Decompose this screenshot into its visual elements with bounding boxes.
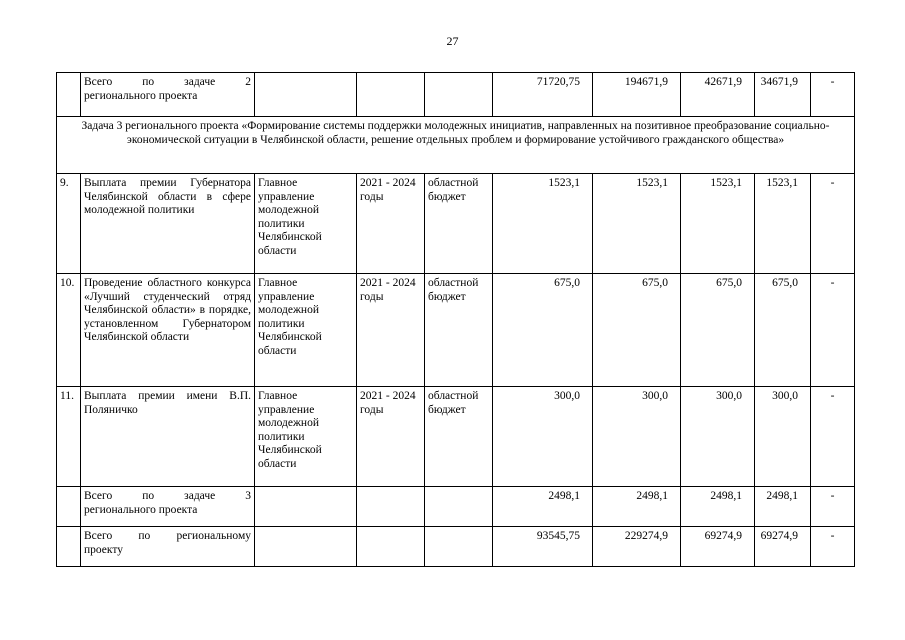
table-row-total-task3	[57, 487, 855, 527]
extra-cell: -	[811, 387, 855, 487]
value-cell-1: 675,0	[493, 274, 593, 387]
extra-cell: -	[811, 274, 855, 387]
table-row	[57, 387, 855, 487]
value-cell-4: 675,0	[755, 274, 811, 387]
value-cell-4: 34671,9	[755, 73, 811, 117]
table-row	[57, 174, 855, 274]
measure-name: Проведение областного конкурса «Лучший студенческий отряд Челябинской области» в порядке, установленном Губернатором Челябинской области	[81, 274, 255, 387]
budget-table	[56, 72, 855, 567]
source-cell: областной бюджет	[425, 274, 493, 387]
table-row	[57, 274, 855, 387]
total-label-line1: Всего по задаче 3	[84, 490, 251, 502]
measure-name: Выплата премии Губернатора Челябинской области в сфере молодежной политики	[81, 174, 255, 274]
total-label-line1: Всего по региональному	[84, 530, 251, 542]
task3-header-row	[57, 117, 855, 174]
executor-cell	[255, 73, 357, 117]
row-number	[57, 73, 81, 117]
value-cell-2: 675,0	[593, 274, 681, 387]
total-label	[81, 487, 255, 527]
row-number: 11.	[57, 387, 81, 487]
page-number: 27	[446, 34, 459, 48]
extra-cell: -	[811, 487, 855, 527]
period-cell	[357, 487, 425, 527]
value-cell-1: 1523,1	[493, 174, 593, 274]
source-cell	[425, 73, 493, 117]
source-cell	[425, 487, 493, 527]
value-cell-2: 194671,9	[593, 73, 681, 117]
period-cell: 2021 - 2024 годы	[357, 387, 425, 487]
value-cell-3: 2498,1	[681, 487, 755, 527]
executor-cell	[255, 527, 357, 567]
value-cell-2: 2498,1	[593, 487, 681, 527]
row-number	[57, 527, 81, 567]
total-label-line2: регионального проекта	[84, 89, 198, 102]
executor-cell: Главное управление молодежной политики Челябинской области	[255, 274, 357, 387]
row-number: 10.	[57, 274, 81, 387]
value-cell-1: 2498,1	[493, 487, 593, 527]
executor-cell	[255, 487, 357, 527]
value-cell-4: 300,0	[755, 387, 811, 487]
value-cell-3: 42671,9	[681, 73, 755, 117]
value-cell-2: 1523,1	[593, 174, 681, 274]
value-cell-3: 300,0	[681, 387, 755, 487]
value-cell-1: 300,0	[493, 387, 593, 487]
value-cell-1: 71720,75	[493, 73, 593, 117]
value-cell-3: 675,0	[681, 274, 755, 387]
extra-cell: -	[811, 174, 855, 274]
measure-name: Выплата премии имени В.П. Поляничко	[81, 387, 255, 487]
total-label	[81, 527, 255, 567]
value-cell-4: 1523,1	[755, 174, 811, 274]
extra-cell: -	[811, 527, 855, 567]
total-label	[81, 73, 255, 117]
value-cell-1: 93545,75	[493, 527, 593, 567]
task3-header: Задача 3 регионального проекта «Формирование системы поддержки молодежных инициатив, направленных на позитивное преобразование социально-экономической ситуации в Челябинской области, решение отдельных проблем и формирование устойчивого гражданского общества»	[57, 117, 855, 174]
period-cell: 2021 - 2024 годы	[357, 174, 425, 274]
value-cell-4: 2498,1	[755, 487, 811, 527]
period-cell	[357, 73, 425, 117]
source-cell: областной бюджет	[425, 387, 493, 487]
value-cell-2: 300,0	[593, 387, 681, 487]
period-cell: 2021 - 2024 годы	[357, 274, 425, 387]
extra-cell: -	[811, 73, 855, 117]
table-row-total-project	[57, 527, 855, 567]
total-label-line1: Всего по задаче 2	[84, 76, 251, 88]
executor-cell: Главное управление молодежной политики Челябинской области	[255, 174, 357, 274]
period-cell	[357, 527, 425, 567]
value-cell-3: 1523,1	[681, 174, 755, 274]
source-cell: областной бюджет	[425, 174, 493, 274]
row-number	[57, 487, 81, 527]
table-row-total-task2	[57, 73, 855, 117]
row-number: 9.	[57, 174, 81, 274]
total-label-line2: проекту	[84, 543, 123, 556]
value-cell-4: 69274,9	[755, 527, 811, 567]
value-cell-2: 229274,9	[593, 527, 681, 567]
value-cell-3: 69274,9	[681, 527, 755, 567]
executor-cell: Главное управление молодежной политики Челябинской области	[255, 387, 357, 487]
source-cell	[425, 527, 493, 567]
total-label-line2: регионального проекта	[84, 503, 198, 516]
